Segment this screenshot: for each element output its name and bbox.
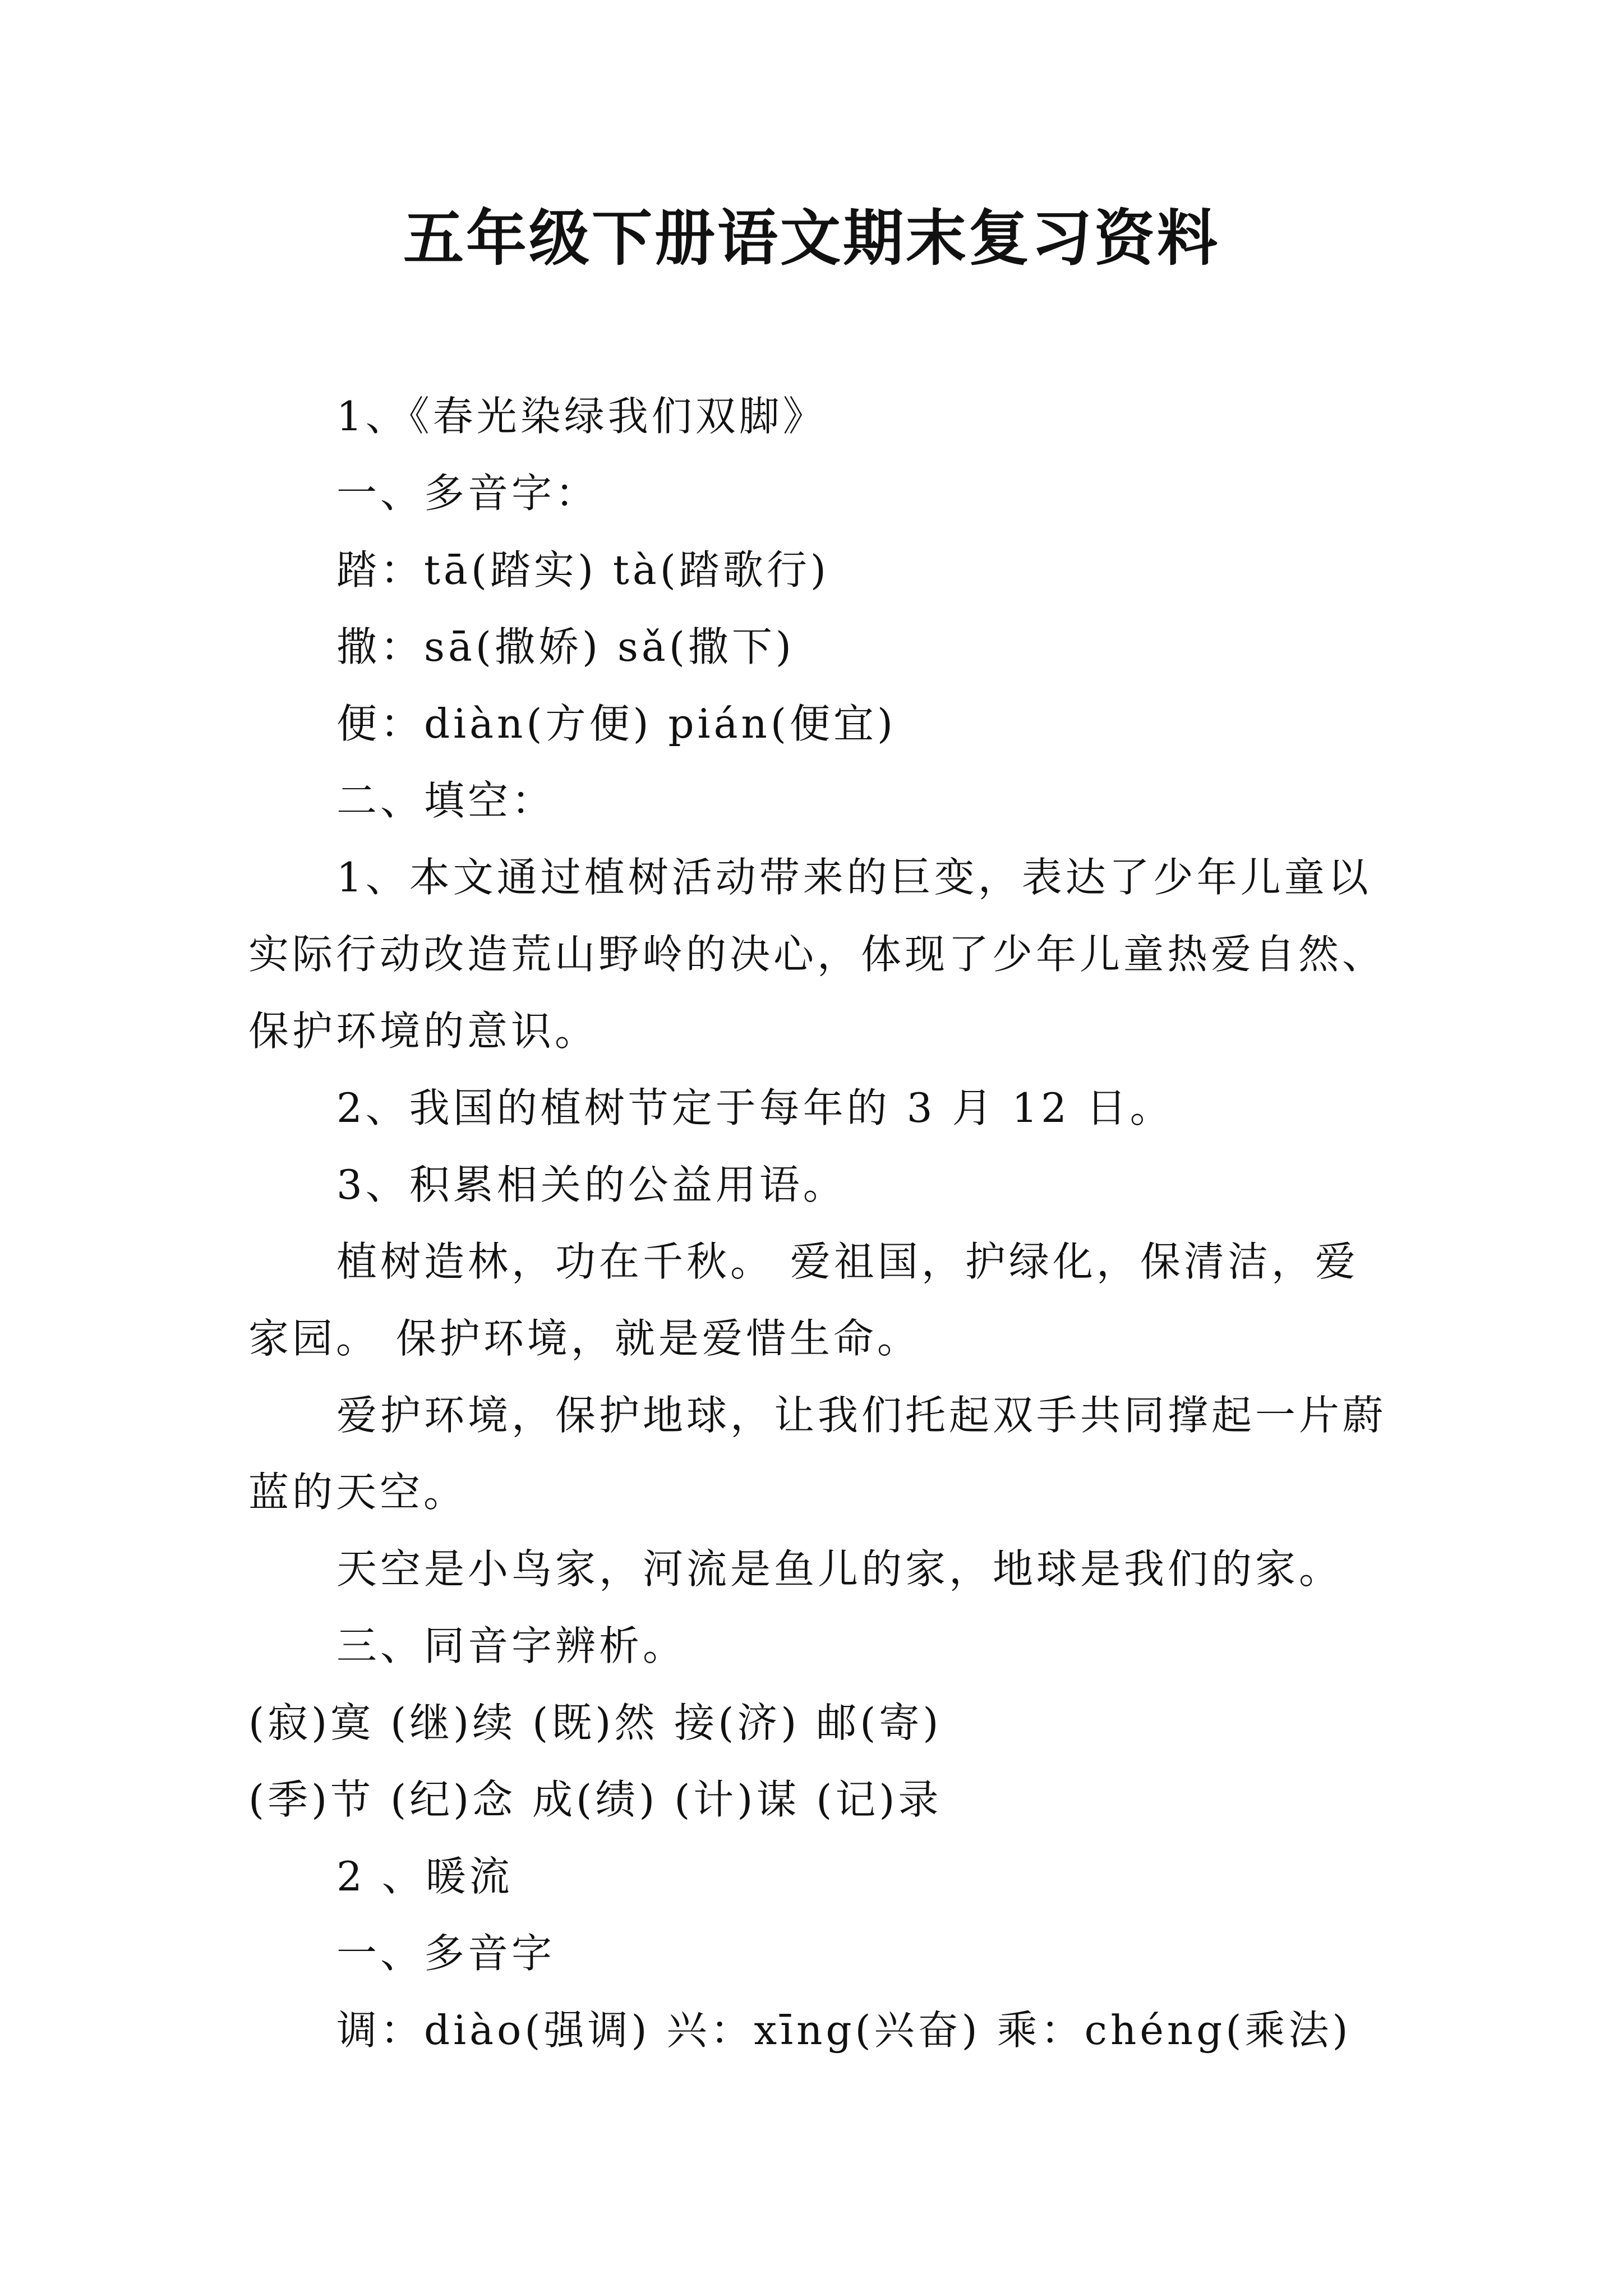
text-line: 蓝的天空。: [248, 1469, 468, 1516]
text-line: 植树造林，功在千秋。 爱祖国，护绿化，保清洁，爱: [336, 1238, 1359, 1285]
section-heading-polyphone: 一、多音字：: [336, 470, 600, 517]
section-heading-polyphone: 一、多音字: [336, 1930, 556, 1977]
text-line: 便：diàn(方便) pián(便宜): [336, 700, 897, 747]
text-line: 家园。 保护环境，就是爱惜生命。: [248, 1315, 921, 1362]
text-line: 爱护环境，保护地球，让我们托起双手共同撑起一片蔚: [336, 1392, 1387, 1439]
text-line: 撒：sā(撒娇) sǎ(撒下): [336, 623, 795, 670]
lesson-1-heading: 1、《春光染绿我们双脚》: [336, 393, 827, 440]
text-line: 调：diào(强调) 兴：xīng(兴奋) 乘：chéng(乘法): [336, 2007, 1352, 2054]
text-line: 1、本文通过植树活动带来的巨变，表达了少年儿童以: [336, 854, 1372, 901]
lesson-2-heading: 2 、暖流: [336, 1853, 513, 1900]
document-title: 五年级下册语文期末复习资料: [403, 203, 1220, 274]
text-line: 3、积累相关的公益用语。: [336, 1161, 847, 1208]
text-line: 天空是小鸟家，河流是鱼儿的家，地球是我们的家。: [336, 1545, 1343, 1593]
section-heading-homophone: 三、同音字辨析。: [336, 1622, 687, 1669]
text-line: (寂)寞 (继)续 (既)然 接(济) 邮(寄): [248, 1699, 942, 1746]
text-line: 2、我国的植树节定于每年的 3 月 12 日。: [336, 1084, 1174, 1131]
section-heading-fill-blank: 二、填空：: [336, 777, 556, 824]
text-line: (季)节 (纪)念 成(绩) (计)谋 (记)录: [248, 1776, 942, 1823]
text-line: 保护环境的意识。: [248, 1007, 599, 1055]
text-line: 踏：tā(踏实) tà(踏歌行): [336, 546, 829, 593]
text-line: 实际行动改造荒山野岭的决心，体现了少年儿童热爱自然、: [248, 931, 1386, 978]
